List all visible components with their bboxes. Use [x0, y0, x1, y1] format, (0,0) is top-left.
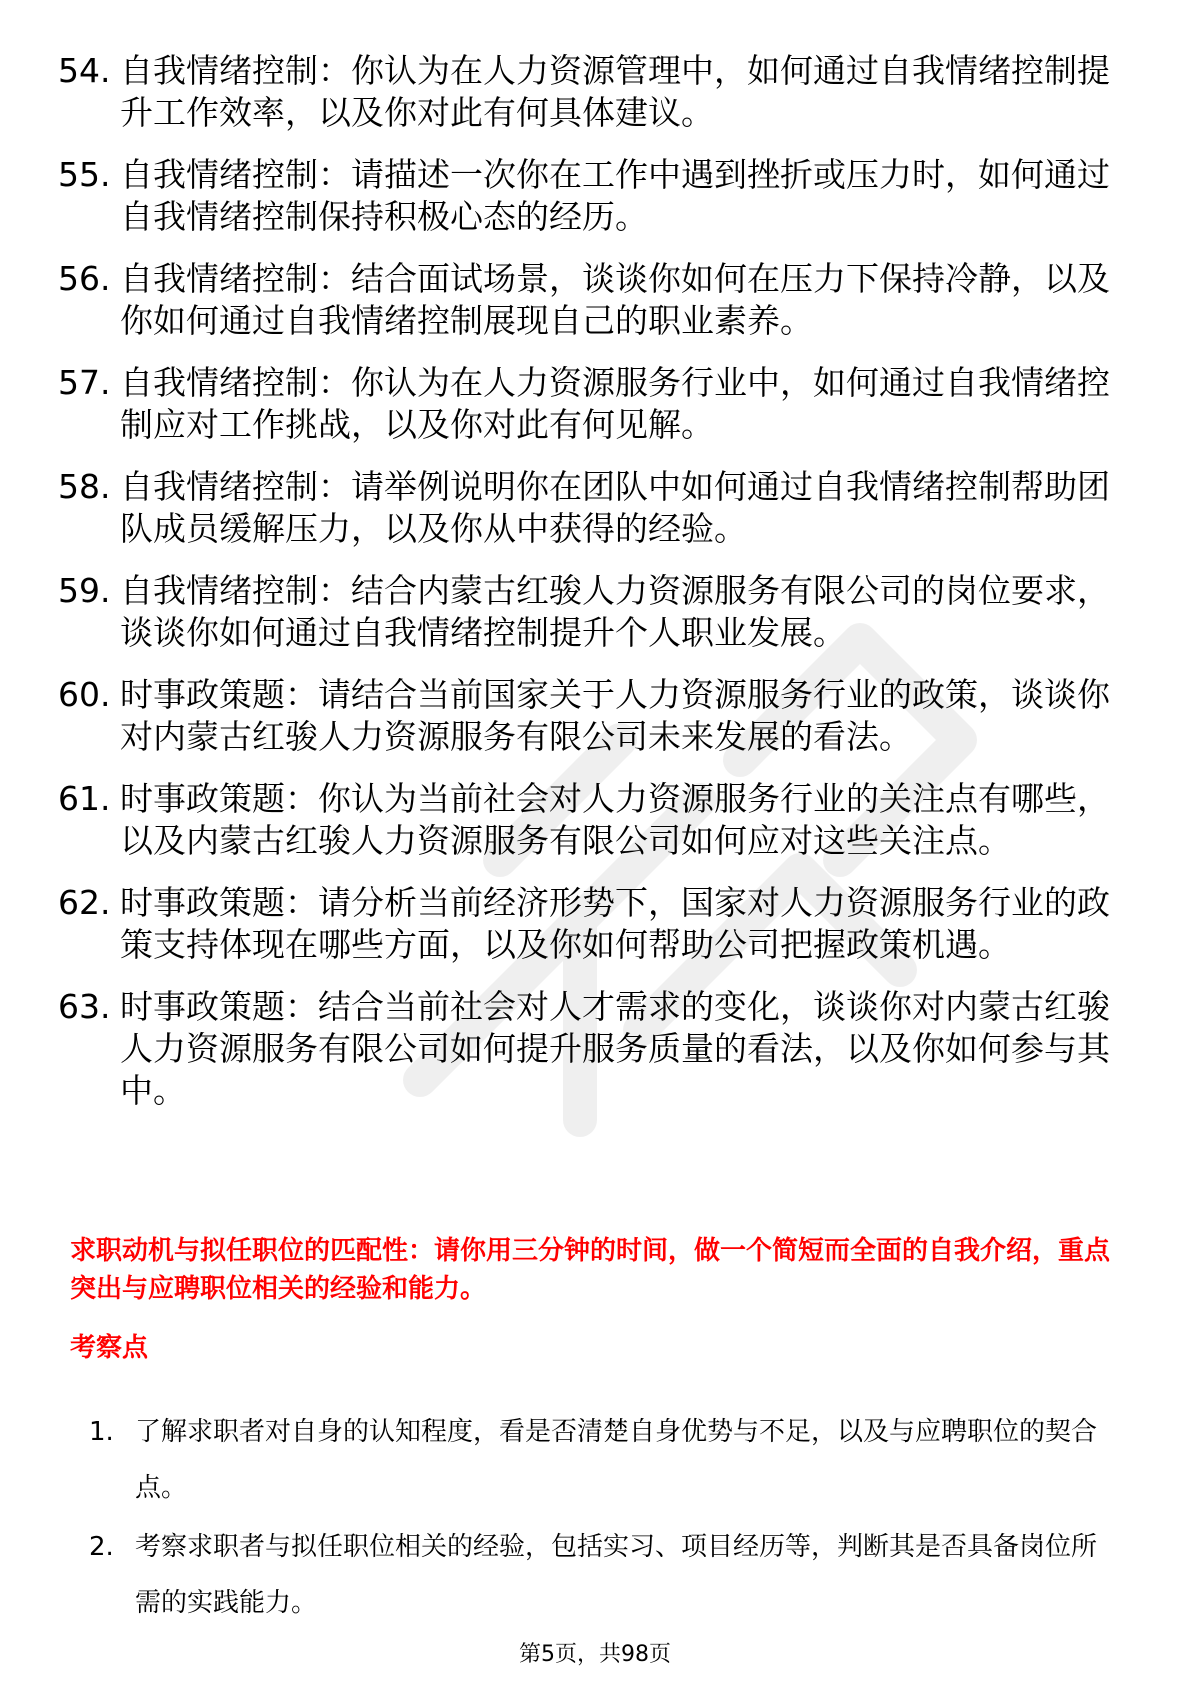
question-number: 56. — [58, 259, 111, 298]
question-number: 60. — [58, 675, 111, 714]
question-number: 63. — [58, 987, 111, 1026]
assessment-points-list — [70, 1404, 1120, 1634]
point-number: 1. — [89, 1417, 114, 1447]
question-item — [58, 882, 1118, 966]
question-text: 自我情绪控制：结合面试场景，谈谈你如何在压力下保持冷静，以及你如何通过自我情绪控制展现自己的职业素养。 — [120, 259, 1110, 340]
question-item — [58, 986, 1118, 1112]
question-item — [58, 50, 1118, 134]
question-number: 54. — [58, 51, 111, 90]
question-list — [58, 50, 1118, 1132]
question-text: 自我情绪控制：结合内蒙古红骏人力资源服务有限公司的岗位要求，谈谈你如何通过自我情绪控制提升个人职业发展。 — [120, 571, 1110, 652]
question-number: 58. — [58, 467, 111, 506]
question-text: 时事政策题：结合当前社会对人才需求的变化，谈谈你对内蒙古红骏人力资源服务有限公司如何提升服务质量的看法，以及你如何参与其中。 — [120, 987, 1110, 1110]
question-number: 55. — [58, 155, 111, 194]
assessment-point — [70, 1404, 1120, 1516]
question-number: 62. — [58, 883, 111, 922]
assessment-point — [70, 1519, 1120, 1631]
question-text: 自我情绪控制：你认为在人力资源管理中，如何通过自我情绪控制提升工作效率，以及你对此有何具体建议。 — [120, 51, 1110, 132]
question-item — [58, 258, 1118, 342]
question-item — [58, 570, 1118, 654]
question-item — [58, 466, 1118, 550]
question-item — [58, 362, 1118, 446]
point-text: 了解求职者对自身的认知程度，看是否清楚自身优势与不足，以及与应聘职位的契合点。 — [135, 1417, 1098, 1503]
question-item — [58, 778, 1118, 862]
point-number: 2. — [89, 1532, 114, 1562]
question-item — [58, 674, 1118, 758]
question-text: 时事政策题：你认为当前社会对人力资源服务行业的关注点有哪些，以及内蒙古红骏人力资源服务有限公司如何应对这些关注点。 — [120, 779, 1110, 860]
section-heading: 求职动机与拟任职位的匹配性：请你用三分钟的时间，做一个简短而全面的自我介绍，重点突出与应聘职位相关的经验和能力。 — [70, 1236, 1111, 1304]
question-item — [58, 154, 1118, 238]
question-number: 57. — [58, 363, 111, 402]
page-number-footer: 第5页，共98页 — [519, 1642, 671, 1667]
question-text: 自我情绪控制：请描述一次你在工作中遇到挫折或压力时，如何通过自我情绪控制保持积极心态的经历。 — [120, 155, 1110, 236]
section-subheading: 考察点 — [70, 1333, 149, 1363]
question-text: 时事政策题：请结合当前国家关于人力资源服务行业的政策，谈谈你对内蒙古红骏人力资源服务有限公司未来发展的看法。 — [120, 675, 1110, 756]
point-text: 考察求职者与拟任职位相关的经验，包括实习、项目经历等，判断其是否具备岗位所需的实践能力。 — [135, 1532, 1098, 1618]
question-text: 时事政策题：请分析当前经济形势下，国家对人力资源服务行业的政策支持体现在哪些方面，以及你如何帮助公司把握政策机遇。 — [120, 883, 1110, 964]
question-text: 自我情绪控制：请举例说明你在团队中如何通过自我情绪控制帮助团队成员缓解压力，以及你从中获得的经验。 — [120, 467, 1110, 548]
question-number: 59. — [58, 571, 111, 610]
question-number: 61. — [58, 779, 111, 818]
question-text: 自我情绪控制：你认为在人力资源服务行业中，如何通过自我情绪控制应对工作挑战，以及你对此有何见解。 — [120, 363, 1110, 444]
